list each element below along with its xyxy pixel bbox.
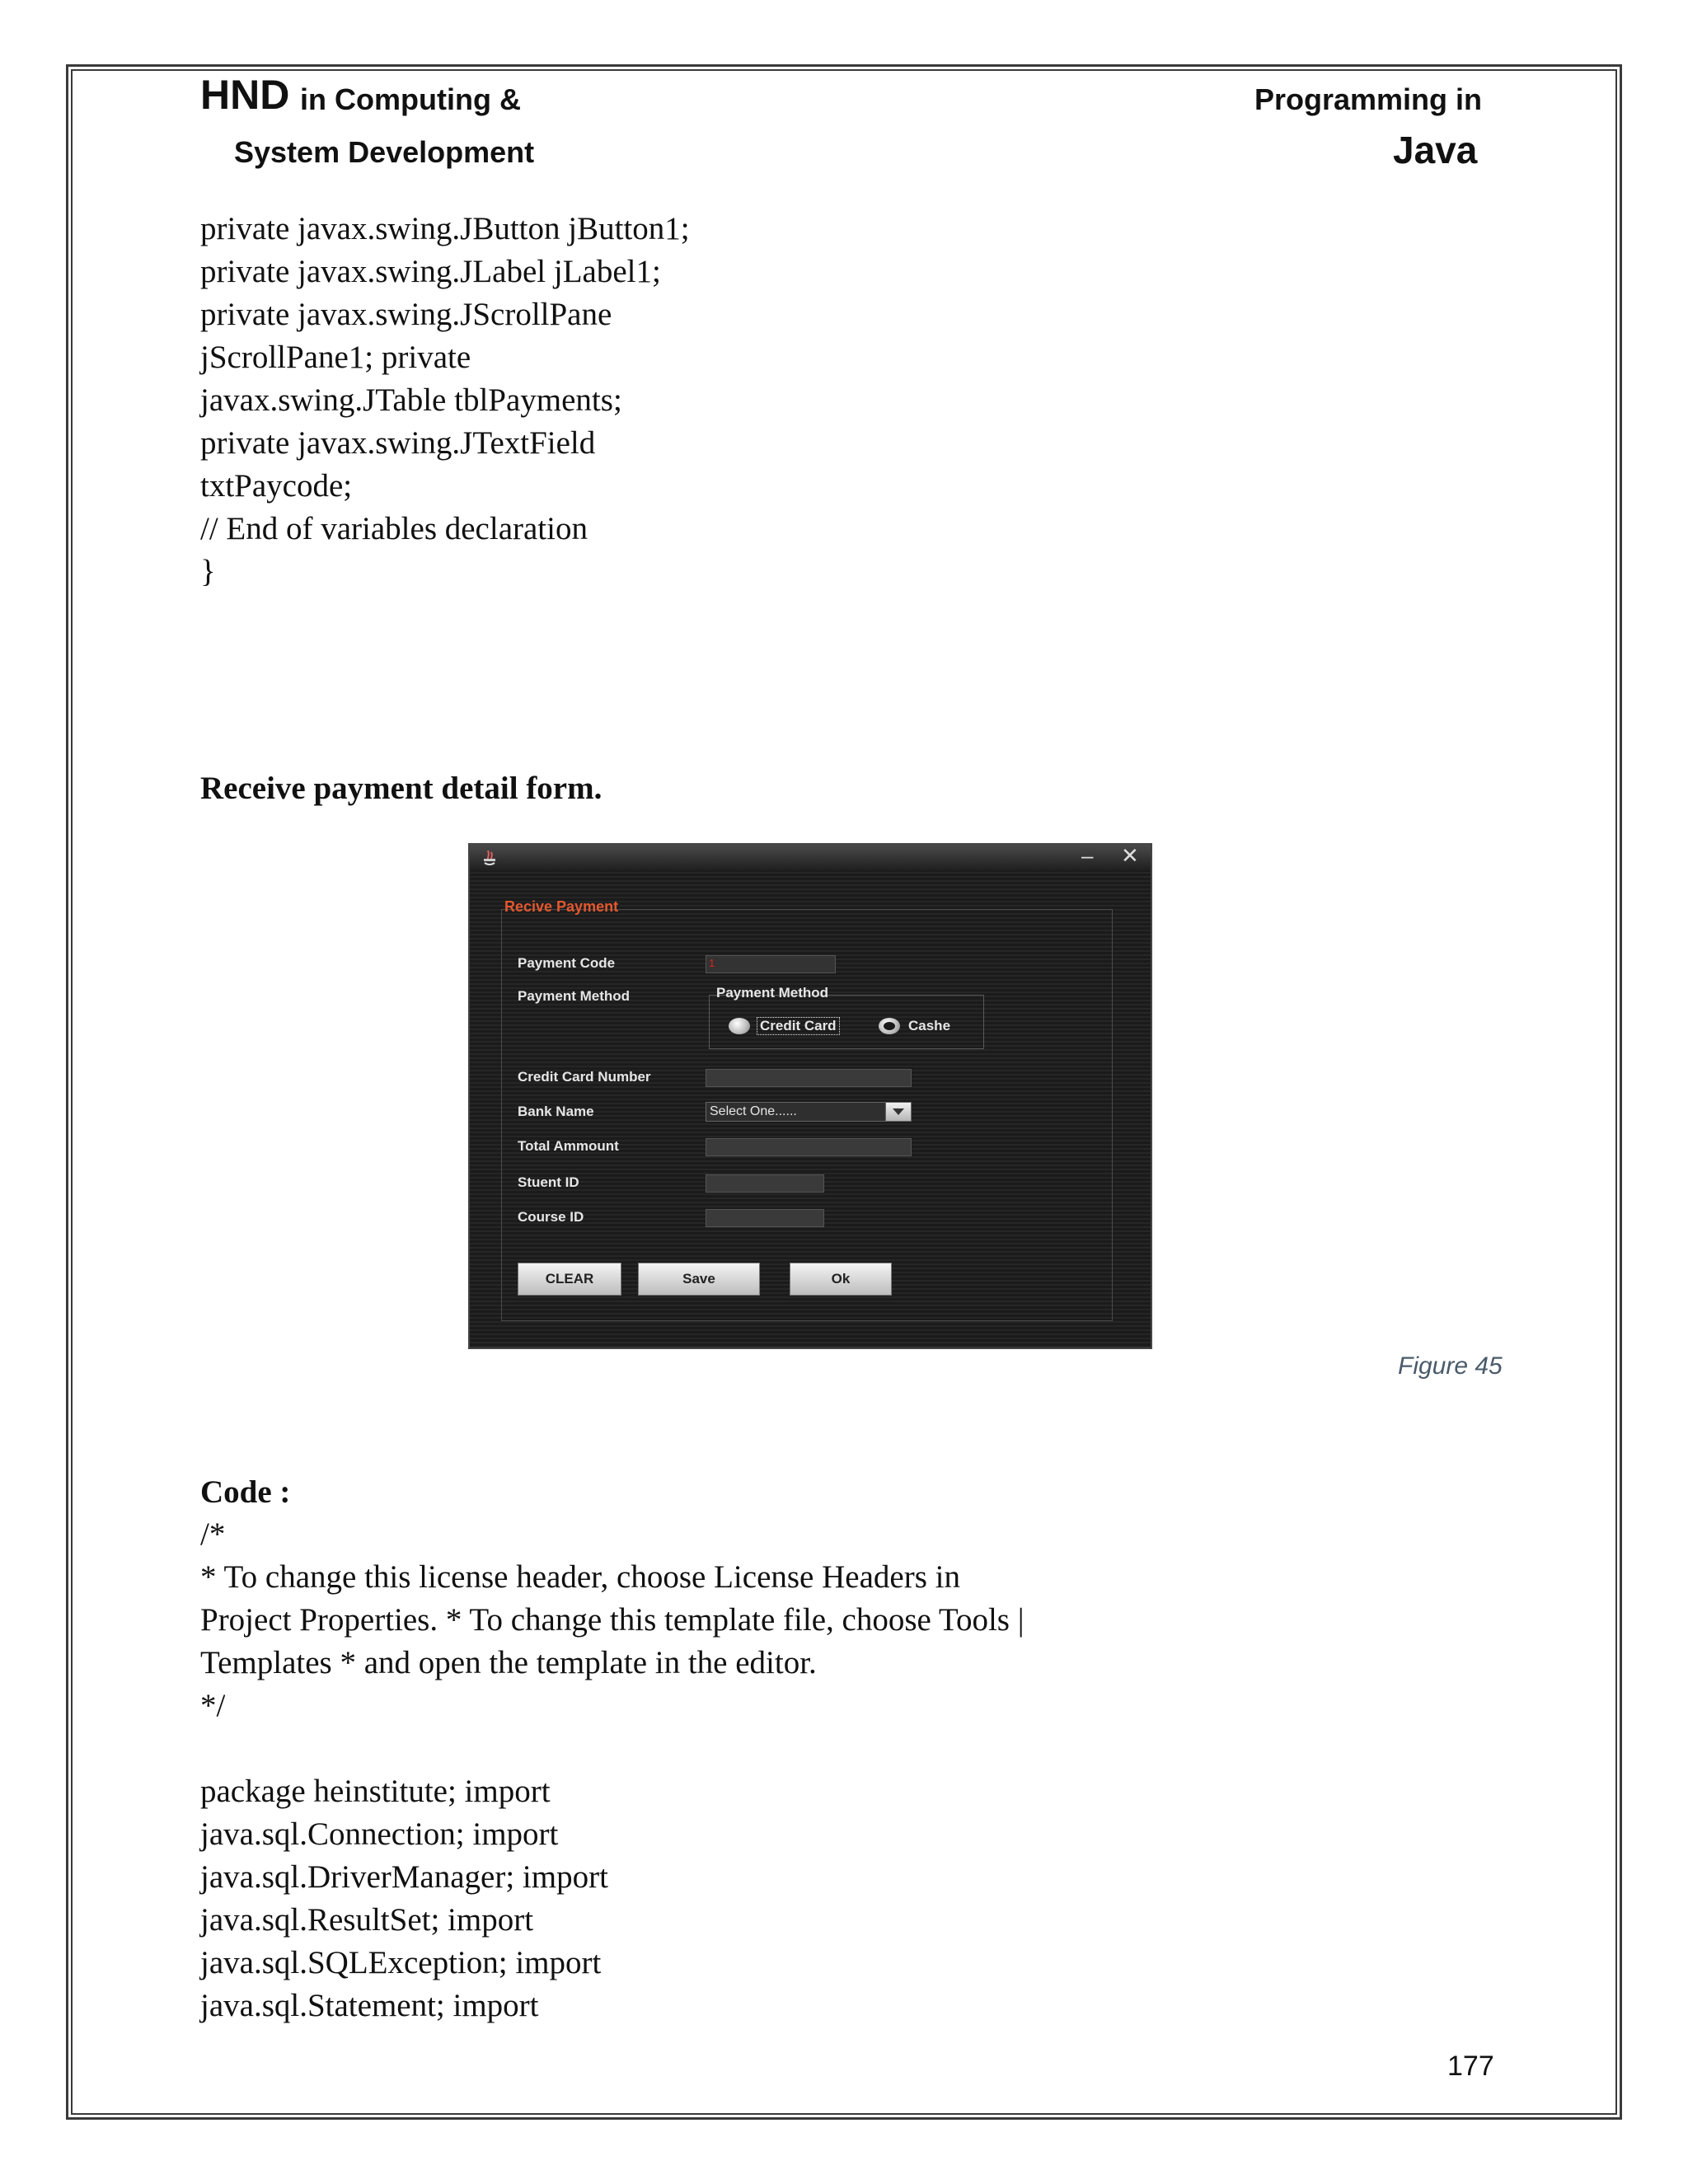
save-button[interactable]: Save (638, 1263, 760, 1296)
payment-method-group-title: Payment Method (716, 985, 829, 1001)
figure-caption: Figure 45 (1398, 1352, 1503, 1380)
code-line: txtPaycode; (200, 468, 353, 504)
code-line: // End of variables declaration (200, 511, 588, 546)
header-java: Java (1393, 129, 1478, 171)
code-line: private javax.swing.JScrollPane (200, 297, 612, 332)
close-button[interactable]: ✕ (1121, 843, 1139, 868)
clear-button[interactable]: CLEAR (518, 1263, 621, 1296)
code-line: java.sql.Connection; import (200, 1816, 559, 1852)
code-heading: Code : (200, 1474, 291, 1510)
java-app-icon (480, 848, 499, 868)
code-line: Templates * and open the template in the editor. (200, 1645, 817, 1680)
receive-payment-window (468, 843, 1152, 1349)
window-titlebar (470, 845, 1151, 871)
code-line: } (200, 554, 216, 589)
radio-cash-label[interactable]: Cashe (908, 1018, 951, 1033)
code-line: java.sql.ResultSet; import (200, 1902, 534, 1938)
bank-name-selected: Select One...... (710, 1104, 797, 1118)
code-line: javax.swing.JTable tblPayments; (200, 382, 622, 418)
bank-name-dropdown[interactable] (706, 1102, 912, 1122)
bank-name-label: Bank Name (518, 1104, 594, 1119)
header-in-computing: in Computing & (300, 82, 521, 116)
student-id-field[interactable] (706, 1174, 824, 1193)
header-system-development: System Development (234, 135, 535, 169)
page-number: 177 (1447, 2050, 1494, 2082)
code-line: java.sql.DriverManager; import (200, 1859, 608, 1895)
radio-credit-card[interactable] (729, 1018, 750, 1034)
payment-code-field[interactable] (706, 955, 836, 973)
code-line: /* (200, 1516, 226, 1552)
code-line: Project Properties. * To change this template file, choose Tools | (200, 1602, 1025, 1638)
radio-credit-card-label[interactable]: Credit Card (757, 1017, 840, 1035)
course-id-field[interactable] (706, 1209, 824, 1227)
payment-code-value: 1 (709, 957, 715, 969)
group-title: Recive Payment (504, 898, 619, 915)
total-amount-label: Total Ammount (518, 1138, 619, 1154)
credit-card-number-field[interactable] (706, 1069, 912, 1087)
payment-code-label: Payment Code (518, 955, 616, 971)
payment-method-label: Payment Method (518, 988, 631, 1004)
code-line: private javax.swing.JTextField (200, 425, 596, 461)
section-heading: Receive payment detail form. (200, 771, 603, 806)
code-line: package heinstitute; import (200, 1774, 551, 1809)
radio-selected-indicator (884, 1022, 895, 1030)
minimize-button[interactable]: – (1081, 843, 1094, 868)
total-amount-field[interactable] (706, 1138, 912, 1156)
course-id-label: Course ID (518, 1209, 584, 1225)
code-line: * To change this license header, choose License Headers in (200, 1559, 960, 1595)
code-line: java.sql.Statement; import (200, 1988, 539, 2023)
student-id-label: Stuent ID (518, 1174, 579, 1190)
header-programming-in: Programming in (1254, 82, 1483, 116)
chevron-down-icon[interactable] (885, 1103, 911, 1121)
code-line: jScrollPane1; private (200, 340, 471, 375)
credit-card-number-label: Credit Card Number (518, 1069, 651, 1085)
code-line: private javax.swing.JLabel jLabel1; (200, 254, 661, 289)
code-line: */ (200, 1688, 226, 1723)
code-line: java.sql.SQLException; import (200, 1945, 602, 1980)
ok-button[interactable]: Ok (790, 1263, 892, 1296)
radio-cash[interactable] (879, 1018, 900, 1034)
header-hnd: HND (200, 72, 290, 118)
code-line: private javax.swing.JButton jButton1; (200, 211, 690, 246)
